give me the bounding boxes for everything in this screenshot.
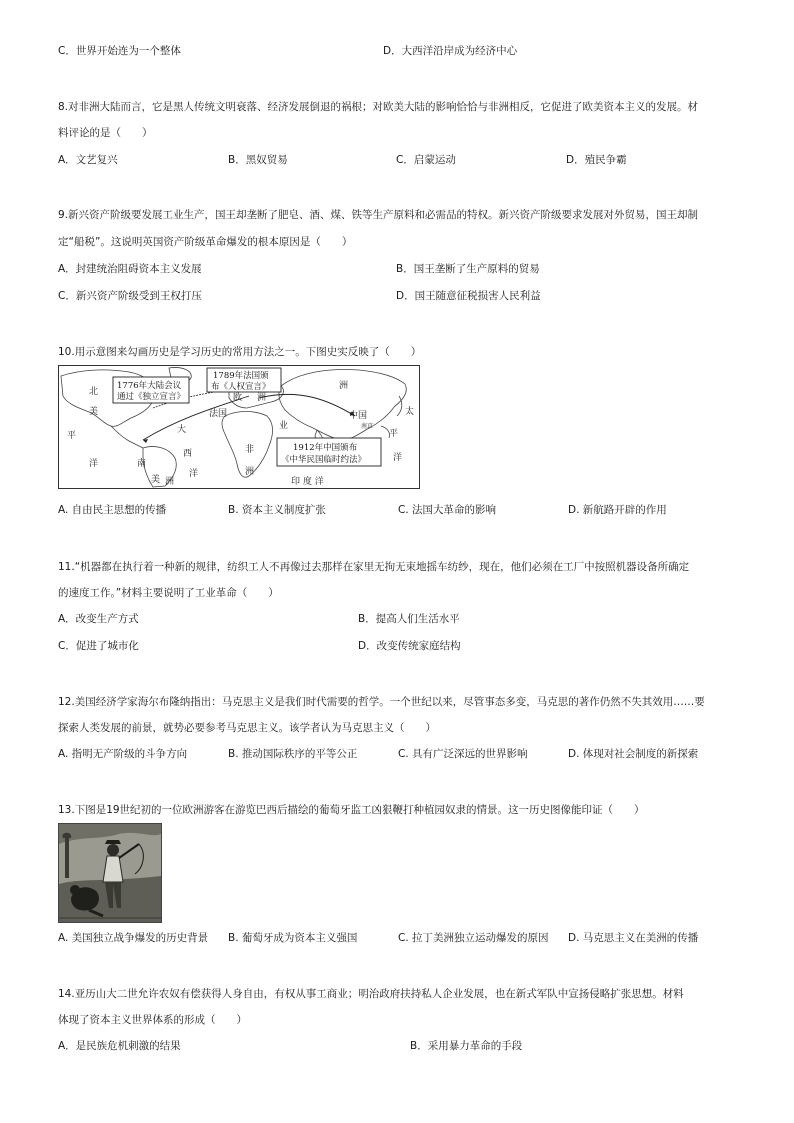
q10-stem-line1: 10.用示意图来勾画历史是学习历史的常用方法之一。下图史实反映了（ ） bbox=[58, 346, 422, 358]
q9-option-a: A．封建统治阻碍资本主义发展 bbox=[58, 263, 202, 275]
q10-option-d: D. 新航路开辟的作用 bbox=[568, 504, 667, 516]
q11-option-a: A．改变生产方式 bbox=[58, 613, 139, 625]
q10-option-a: A. 自由民主思想的传播 bbox=[58, 504, 167, 516]
central-america-outline bbox=[111, 426, 143, 448]
q9-stem-line1: 9.新兴资产阶级要发展工业生产，国王却垄断了肥皂、酒、煤、铁等生产原料和必需品的特权。新兴资产阶级要求发展对外贸易，国王却制 bbox=[58, 209, 699, 221]
plantation-engraving-figure bbox=[58, 823, 162, 923]
box-1776-line2: 通过《独立宣言》 bbox=[117, 392, 186, 402]
q8-option-a: A．文艺复兴 bbox=[58, 154, 118, 166]
box-1789-line2: 布《人权宣言》 bbox=[211, 382, 271, 392]
q12-option-a: A. 指明无产阶级的斗争方向 bbox=[58, 748, 188, 760]
box-1776-line1: 1776年大陆会议 bbox=[117, 381, 182, 391]
label-zhou: 洲 bbox=[165, 477, 175, 487]
q12-option-c: C. 具有广泛深远的世界影响 bbox=[398, 748, 528, 760]
q14-option-b: B．采用暴力革命的手段 bbox=[410, 1040, 523, 1052]
q7-option-d: D．大西洋沿岸成为经济中心 bbox=[383, 45, 518, 57]
q8-option-d: D．殖民争霸 bbox=[566, 154, 627, 166]
q9-option-c: C．新兴资产阶级受到王权打压 bbox=[58, 290, 202, 302]
engraving-svg bbox=[59, 824, 161, 922]
label-ping: 平 bbox=[67, 431, 77, 441]
box-1912-line1: 1912年中国颁布 bbox=[293, 443, 358, 453]
label-nanjing: 南京 bbox=[361, 423, 374, 430]
label-mei: 美 bbox=[89, 407, 99, 417]
q14-option-a: A．是民族危机刺激的结果 bbox=[58, 1040, 181, 1052]
label-yang2: 洋 bbox=[189, 469, 199, 479]
q8-option-c: C．启蒙运动 bbox=[396, 154, 456, 166]
q11-option-c: C．促进了城市化 bbox=[58, 640, 139, 652]
label-xi: 西 bbox=[183, 449, 193, 459]
q11-stem-line2: 的速度工作。”材料主要说明了工业革命（ ） bbox=[58, 587, 279, 599]
label-yindu: 印 度 洋 bbox=[291, 477, 324, 487]
label-da: 大 bbox=[177, 425, 187, 435]
q14-stem-line1: 14.亚历山大二世允许农奴有偿获得人身自由，有权从事工商业；明治政府扶持私人企业发展，也在新式军队中宣扬侵略扩张思想。材料 bbox=[58, 988, 684, 1000]
label-ye: 业 bbox=[279, 421, 289, 431]
q10-option-b: B. 资本主义制度扩张 bbox=[228, 504, 326, 516]
q14-stem-line2: 体现了资本主义世界体系的形成（ ） bbox=[58, 1014, 247, 1026]
q13-option-c: C. 拉丁美洲独立运动爆发的原因 bbox=[398, 932, 549, 944]
q11-option-d: D．改变传统家庭结构 bbox=[358, 640, 461, 652]
label-yang3: 洋 bbox=[393, 453, 403, 463]
label-zhou3: 洲 bbox=[257, 393, 267, 403]
label-faguo: 法国 bbox=[209, 409, 228, 419]
q8-stem-line2: 料评论的是（ ） bbox=[58, 127, 153, 139]
label-zhongguo: 中国 bbox=[349, 411, 368, 421]
label-yang: 洋 bbox=[89, 459, 99, 469]
label-ou: 欧 bbox=[233, 393, 243, 403]
label-nan: 南 bbox=[137, 459, 147, 469]
q13-option-a: A. 美国独立战争爆发的历史背景 bbox=[58, 932, 209, 944]
q12-option-b: B. 推动国际秩序的平等公正 bbox=[228, 748, 358, 760]
label-fei: 非 bbox=[245, 445, 255, 455]
q10-option-c: C. 法国大革命的影响 bbox=[398, 504, 497, 516]
q13-option-b: B. 葡萄牙成为资本主义强国 bbox=[228, 932, 358, 944]
world-map-figure bbox=[58, 365, 420, 489]
box-1789-line1: 1789年法国颁 bbox=[213, 371, 269, 381]
q13-option-d: D. 马克思主义在美洲的传播 bbox=[568, 932, 699, 944]
arrow-europe-to-china bbox=[259, 394, 355, 416]
q9-stem-line2: 定“船税”。这说明英国资产阶级革命爆发的根本原因是（ ） bbox=[58, 236, 353, 248]
q12-stem-line2: 探索人类发展的前景，就势必要参考马克思主义。该学者认为马克思主义（ ） bbox=[58, 722, 436, 734]
label-zhou2: 洲 bbox=[245, 467, 255, 477]
q12-stem-line1: 12.美国经济学家海尔布隆纳指出：马克思主义是我们时代需要的哲学。一个世纪以来，尽管事态多变，马克思的著作仍然不失其效用……要 bbox=[58, 696, 705, 708]
label-mei2: 美 bbox=[151, 475, 161, 485]
q9-option-d: D．国王随意征税损害人民利益 bbox=[396, 290, 541, 302]
label-asia-zhou: 洲 bbox=[339, 381, 349, 391]
label-bei: 北 bbox=[89, 387, 99, 397]
label-tai: 太 bbox=[405, 407, 415, 417]
q9-option-b: B．国王垄断了生产原料的贸易 bbox=[396, 263, 540, 275]
q8-option-b: B．黑奴贸易 bbox=[228, 154, 288, 166]
q12-option-d: D. 体现对社会制度的新探索 bbox=[568, 748, 699, 760]
q13-stem-line1: 13.下图是19世纪初的一位欧洲游客在游览巴西后描绘的葡萄牙监工凶狠鞭打种植园奴隶的情景。这一历史图像能印证（ ） bbox=[58, 804, 645, 816]
japan-outline bbox=[397, 396, 402, 416]
q11-option-b: B．提高人们生活水平 bbox=[358, 613, 460, 625]
q7-option-c: C．世界开始连为一个整体 bbox=[58, 45, 181, 57]
box-1912-line2: 《中华民国临时约法》 bbox=[281, 455, 367, 465]
q8-stem-line1: 8.对非洲大陆而言，它是黑人传统文明衰落、经济发展倒退的祸根；对欧美大陆的影响恰恰与非洲相反，它促进了欧美资本主义的发展。材 bbox=[58, 101, 699, 113]
world-map-svg bbox=[59, 366, 419, 488]
label-ping2: 平 bbox=[389, 429, 399, 439]
q11-stem-line1: 11.“机器都在执行着一种新的规律，纺织工人不再像过去那样在家里无拘无束地摇车纺纱，现在，他们必须在工厂中按照机器设备所确定 bbox=[58, 561, 690, 573]
